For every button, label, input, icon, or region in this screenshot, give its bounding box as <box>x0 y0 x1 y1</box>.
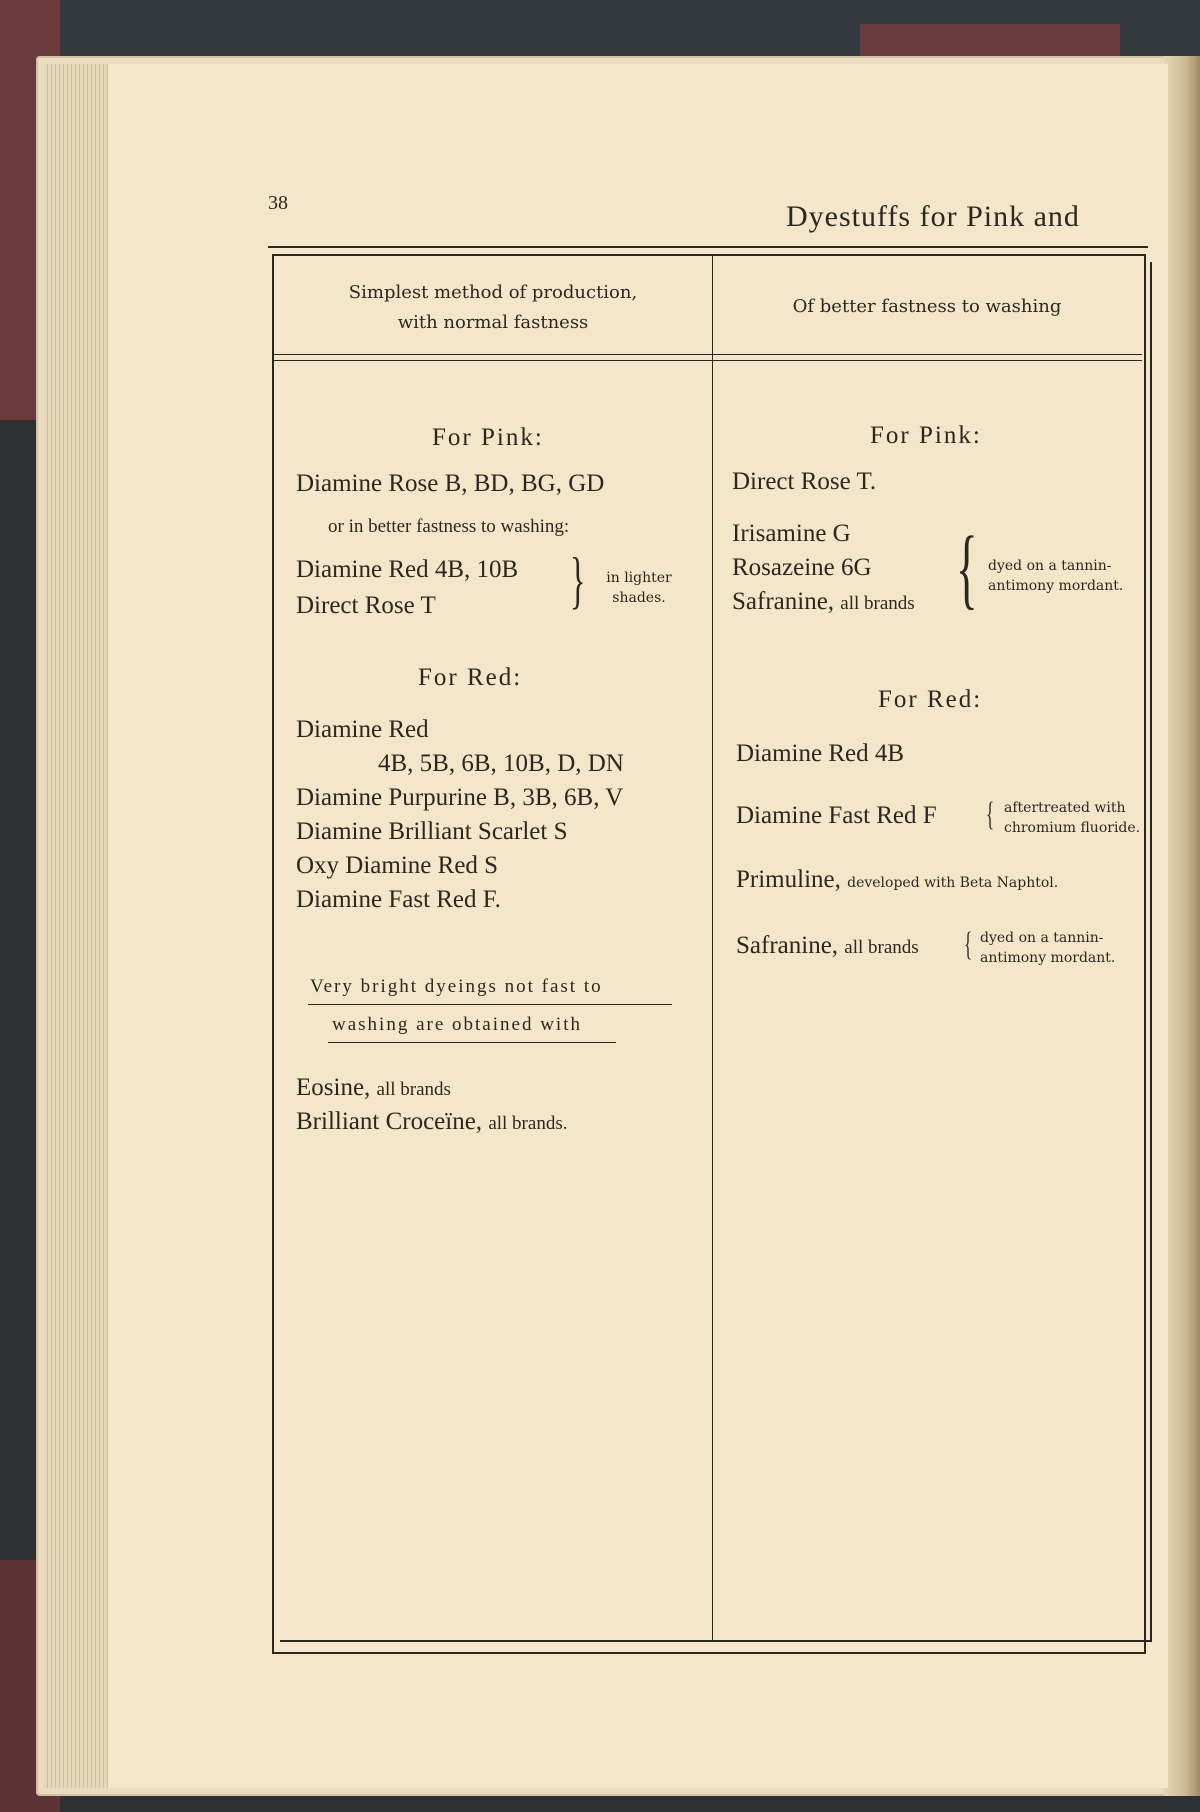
left-red-item: Oxy Diamine Red S <box>296 852 499 879</box>
underline <box>328 1042 616 1043</box>
underline <box>308 1004 672 1005</box>
bright-item: Eosine, all brands <box>296 1074 451 1101</box>
right-page-edge <box>1164 56 1200 1796</box>
left-pink-note: in lighter shades. <box>606 570 672 606</box>
page-edges <box>44 64 114 1788</box>
bright-note: washing are obtained with <box>332 1014 582 1035</box>
bright-note: Very bright dyeings not fast to <box>310 976 603 997</box>
brace-icon: { <box>956 519 978 618</box>
left-red-item: Diamine Purpurine B, 3B, 6B, V <box>296 784 624 811</box>
left-red-item: Diamine Red <box>296 716 429 743</box>
left-pink-item: Direct Rose T <box>296 592 436 619</box>
left-pink-item: Diamine Red 4B, 10B <box>296 556 519 583</box>
right-pink-heading: For Pink: <box>870 422 982 449</box>
header-rule <box>274 360 1142 361</box>
left-red-item: Diamine Fast Red F. <box>296 886 501 913</box>
right-pink-item: Irisamine G <box>732 520 851 547</box>
right-pink-main: Direct Rose T. <box>732 468 877 495</box>
right-column-header: Of better fastness to washing <box>792 296 1062 317</box>
running-head: Dyestuffs for Pink and <box>786 200 1080 233</box>
right-red-heading: For Red: <box>878 686 983 713</box>
right-red-item: Primuline, developed with Beta Naphtol. <box>736 866 1059 893</box>
header-rule <box>274 354 1142 355</box>
left-pink-main: Diamine Rose B, BD, BG, GD <box>296 470 605 497</box>
left-red-heading: For Red: <box>418 664 523 691</box>
brace-icon: { <box>986 796 995 833</box>
right-red-note: aftertreated with chromium fluoride. <box>1004 800 1141 836</box>
right-red-item: Diamine Red 4B <box>736 740 905 767</box>
right-pink-note: dyed on a tannin- antimony mordant. <box>988 558 1124 594</box>
left-column-header: Simplest method of production, with normal fastness <box>348 282 638 333</box>
brace-icon: { <box>964 926 973 963</box>
bright-item: Brilliant Croceïne, all brands. <box>296 1108 568 1135</box>
left-pink-heading: For Pink: <box>432 424 544 451</box>
brace-icon: } <box>570 544 586 615</box>
column-divider <box>712 256 713 1642</box>
right-red-item: Diamine Fast Red F <box>736 802 937 829</box>
head-rule <box>268 246 1148 248</box>
page-number: 38 <box>268 192 288 214</box>
right-pink-item: Safranine, all brands <box>732 588 915 615</box>
right-red-item: Safranine, all brands <box>736 932 919 959</box>
right-pink-item: Rosazeine 6G <box>732 554 872 581</box>
right-red-note: dyed on a tannin- antimony mordant. <box>980 930 1116 966</box>
left-pink-sub: or in better fastness to washing: <box>328 516 570 537</box>
left-red-item: 4B, 5B, 6B, 10B, D, DN <box>378 750 624 777</box>
left-red-item: Diamine Brilliant Scarlet S <box>296 818 568 845</box>
dyestuff-table <box>272 254 1146 1654</box>
